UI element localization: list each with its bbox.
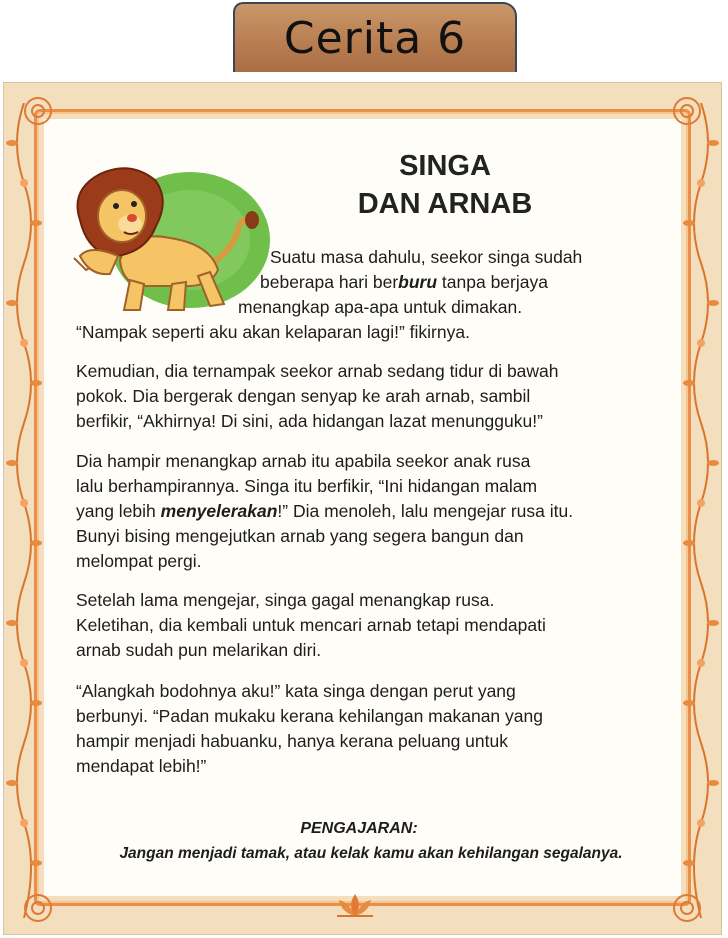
text-line: Suatu masa dahulu, seekor singa sudah <box>270 247 583 267</box>
paragraph-3 <box>76 449 656 574</box>
text-line: berfikir, “Akhirnya! Di sini, ada hidangan lazat menungguku!” <box>76 411 543 431</box>
text-line: lalu berhampirannya. Singa itu berfikir, “Ini hidangan malam <box>76 476 538 496</box>
paragraph-1 <box>76 245 656 345</box>
left-vine-border-icon <box>4 103 44 918</box>
paragraph-5 <box>76 679 656 779</box>
story-number-label: Cerita 6 <box>283 12 467 64</box>
text-line: arnab sudah pun melarikan diri. <box>76 640 322 660</box>
lesson-text: Jangan menjadi tamak, atau kelak kamu akan kehilangan segalanya. <box>119 845 623 862</box>
text-line: berbunyi. “Padan mukaku kerana kehilangan makanan yang <box>76 706 543 726</box>
text-segment: !” Dia menoleh, lalu mengejar rusa itu. <box>277 501 574 521</box>
corner-ornament-icon <box>667 888 707 928</box>
emphasized-word: menyelerakan <box>160 501 278 521</box>
right-vine-border-icon <box>681 103 721 918</box>
story-number-tab <box>233 2 517 72</box>
text-line: Bunyi bising mengejutkan arnab yang segera bangun dan <box>76 526 524 546</box>
text-line: Dia hampir menangkap arnab itu apabila seekor anak rusa <box>76 451 531 471</box>
text-line: “Nampak seperti aku akan kelaparan lagi!” fikirnya. <box>76 322 470 342</box>
lesson-heading: PENGAJARAN: <box>300 820 418 837</box>
text-line: hampir menjadi habuanku, hanya kerana peluang untuk <box>76 731 508 751</box>
text-line <box>76 270 656 295</box>
text-segment: tanpa berjaya <box>437 272 548 292</box>
story-title-line2: DAN ARNAB <box>357 188 533 220</box>
text-line: mendapat lebih!” <box>76 756 207 776</box>
text-line: Keletihan, dia kembali untuk mencari arnab tetapi mendapati <box>76 615 546 635</box>
text-line: “Alangkah bodohnya aku!” kata singa dengan perut yang <box>76 681 516 701</box>
paragraph-4 <box>76 588 656 663</box>
corner-ornament-icon <box>667 91 707 131</box>
text-line: menangkap apa-apa untuk dimakan. <box>238 297 523 317</box>
text-line: Kemudian, dia ternampak seekor arnab sedang tidur di bawah <box>76 361 559 381</box>
text-line: melompat pergi. <box>76 551 202 571</box>
text-segment: yang lebih <box>76 501 161 521</box>
text-segment: beberapa hari ber <box>260 272 399 292</box>
text-line <box>76 499 656 524</box>
story-title-line1: SINGA <box>399 150 491 182</box>
emphasized-word: buru <box>398 272 438 292</box>
text-line: pokok. Dia bergerak dengan senyap ke arah arnab, sambil <box>76 386 531 406</box>
corner-ornament-icon <box>18 91 58 131</box>
paragraph-2 <box>76 359 656 434</box>
text-line: Setelah lama mengejar, singa gagal menangkap rusa. <box>76 590 495 610</box>
floral-ornament-icon <box>335 892 375 918</box>
corner-ornament-icon <box>18 888 58 928</box>
